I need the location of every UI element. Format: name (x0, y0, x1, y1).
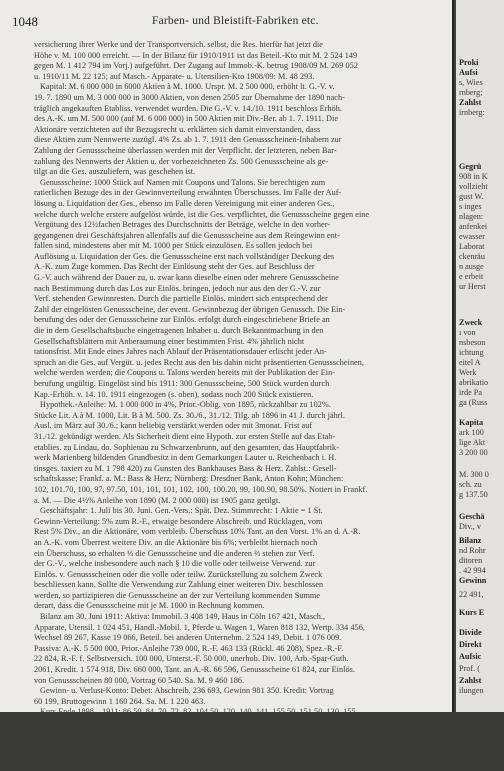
text-line: 19. 7. 1890 um M. 3 000 000 in 3000 Aktien, von denen 2505 zur Übernahme der 1890 nach- (34, 92, 345, 102)
text-line: G.-V. auch während der Dauer zu, u. zwar kann dieselbe einen oder mehrere Genussscheine (34, 273, 339, 283)
text-line: Aktionäre verzichteten auf ihr Bezugsrecht u. erklärten sich damit einverstanden, dass (34, 124, 321, 134)
adjacent-text-fragment: ark 100 (459, 428, 484, 437)
adjacent-text-fragment: 22 491, (459, 590, 484, 599)
text-line: werk Marienberg bildenden Grundbesitz in dem Gemarkungen Lauter u. Reichenbach i. H. (34, 453, 337, 463)
paragraph (34, 612, 442, 686)
adjacent-text-fragment: ı von (459, 328, 476, 337)
adjacent-text-fragment: Laborat (459, 242, 485, 251)
adjacent-text-fragment: Gegrü (459, 162, 482, 171)
adjacent-text-fragment: 908 in K (459, 172, 488, 181)
adjacent-text-fragment: nlagen: (459, 212, 484, 221)
text-line: tinsges. taxiert zu M. 1 798 420) zu Gunsten des Bankhauses Bass & Herz. Zahlst.: Gesell- (34, 463, 337, 473)
adjacent-text-fragment: Gewinn (459, 576, 487, 585)
paragraph (34, 178, 442, 400)
adjacent-text-fragment: ckenräu (459, 252, 485, 261)
adjacent-text-fragment: ga (Russ (459, 398, 488, 407)
adjacent-text-fragment: s, Wies (459, 78, 483, 87)
adjacent-text-fragment: Div., v (459, 522, 481, 531)
text-line: des A.-K. um M. 500 000 (auf M. 6 000 000) in 500 Aktien mit Div.-Ber. ab 1. 7. 1911. Die (34, 114, 339, 124)
text-line: Bilanz am 30. Juni 1911: Aktiva: Immobil. 3 408 149, Haus in Cöln 167 421, Masch., (40, 612, 326, 622)
adjacent-text-fragment: ditoren (459, 556, 483, 565)
page-body (34, 40, 442, 771)
text-line: diese Aktien zum Nennwerte zuzügl. 4% Zs. ab 1. 7. 1911 den Genussscheinen-Inhabern zur (34, 135, 342, 145)
text-line: Ausl. im März auf 30./6.; kann beliebig verstärkt werden oder mit 3monat. Frist auf (34, 421, 313, 431)
text-line: berufung ungültig. Eingelöst sind bis 1911: 300 Genussscheine, 500 Stück wurden durch (34, 379, 330, 388)
paragraph (34, 729, 442, 750)
text-line: tationsfrist. Mit Ende eines Jahres nach Ablauf der Präsentationsdauer erlischt jeder An- (34, 347, 327, 357)
text-line: an A.-K. vom Überrest weitere Div. an die Aktionäre bis 6%; verbleibt hiernach noch (34, 537, 318, 547)
text-line: Apparate, Utensil. 1 024 451, Handl.-Mobil. 1, Pferde u. Wagen 1, Waren 818 132, Wertp. 334 456, (34, 622, 365, 632)
text-line: Gewinn- u. Verlust-Konto: Debet: Abschreib. 236 693, Gewinn 981 350. Kredit: Vortrag (40, 686, 334, 696)
text-line: die in dem Gesellschaftsbuche eingetragenen Inhaber u. durch Bekanntmachung in den (34, 326, 324, 336)
text-line: fallen sind, mindestens aber mit M. 1000 per Stück einzulösen. Es sollen jedoch bei (34, 241, 313, 251)
text-line: Hypothek.-Anleihe: M. 1 000 000 in 4%, Prior.-Oblig. von 1895, rückzahlbar zu 102%. (40, 400, 331, 410)
adjacent-text-fragment: ur Herst (459, 282, 486, 291)
paragraph (34, 750, 442, 771)
adjacent-text-fragment: ilungen (459, 686, 484, 695)
text-line: Einlös. v. Genussscheinen oder die volle oder teilw. Zurückstellung zu solchem Zweck (34, 569, 323, 579)
text-line: Zahl der eingelösten Genussscheine, der event. Gewinnbezug der übrigen Genussch. Die Ein- (34, 304, 346, 314)
text-line: Carl Jul. Leverkus, Cöln; Chem. Alfr. Leverkus, Leverkusen; Arth. Leverkus, Cöln. (34, 760, 312, 770)
text-line: ratierlichen Bezuge des in der Gewinnverteilung erwähnten Überschusses. Im Falle der Auf- (34, 188, 342, 198)
text-line: Kurs Ende 1898—1911: 86.50, 84, 70, 72, 82, 104.50, 120, 140, 141, 155.50, 151.50, 130, 155, (40, 707, 358, 717)
text-line: 2061, Kredit. 1 574 918, Div. 660 000, Tant. an A.-R. 66 596, Genussscheine 61 824, zur Einlös. (34, 665, 355, 675)
adjacent-text-fragment: Proki (459, 58, 479, 67)
adjacent-text-fragment: . 42 994 (459, 566, 486, 575)
adjacent-text-fragment: rnberg; (459, 88, 483, 97)
adjacent-text-fragment: 3 200 00 (459, 448, 488, 457)
paragraph (34, 686, 442, 707)
adjacent-text-fragment: Zahlst (459, 98, 482, 107)
adjacent-text-fragment: ewasser (459, 232, 485, 241)
text-line: etablies. zu Lindau, do. Sophienau zu Schwarzenbrunn, auf den gesamten, das Hauptfabrik- (34, 442, 339, 452)
adjacent-text-fragment: n ausge (459, 262, 484, 271)
text-line: welche durch welche erstere aufgelöst würde, ist die Ges. verpflichtet, die Genussscheine gegen eine (34, 209, 370, 219)
adjacent-text-fragment: gust W. (459, 192, 484, 201)
adjacent-text-fragment: Geschä (459, 512, 485, 521)
adjacent-text-fragment: Aufsi (459, 68, 478, 77)
text-line: Gewinn-Verteilung: 5% zum R.-F., etwaige besondere Abschreib. und Rücklagen, vom (34, 516, 323, 526)
text-line: Genussscheine: 1000 Stück auf Namen mit Coupons und Talons. Sie berechtigen zum (40, 177, 326, 187)
adjacent-text-fragment: eitel A (459, 358, 481, 367)
adjacent-text-fragment: g 137.50 (459, 490, 488, 499)
adjacent-text-fragment: ichtung (459, 348, 484, 357)
paragraph (34, 400, 442, 506)
adjacent-text-fragment: vollzieht (459, 182, 488, 191)
adjacent-text-fragment: nsbeson (459, 338, 486, 347)
text-line: derart, dass die Genussscheine mit je M. 1000 in Rechnung kommen. (34, 601, 265, 611)
paragraph (34, 506, 442, 612)
text-line: Stücke Lit. A à M. 1000, Lit. B à M. 500. Zs. 30./6., 31./12. Tilg. ab 1896 in 41 J. durch jährl. (34, 410, 345, 420)
text-line: versicherung ihrer Werke und der Transportversich. selbst, die Res. hierfür hat jetzt die (34, 40, 323, 49)
adjacent-text-fragment: irnberg: (459, 108, 485, 117)
text-line: von Genussscheinen 80 000, Vortrag 60 540. Sa. M. 9 460 186. (34, 675, 245, 685)
paragraph (34, 82, 442, 177)
text-line: welche werden werden; die Coupons u. Talons werden bereits mit der Publikation der Ein- (34, 368, 336, 378)
text-line: schaftskasse; Frankf. a. M.: Bass & Herz; Nürnberg: Dresdner Bank, Anton Kohn; München: (34, 474, 344, 484)
text-line: lösung u. Liquidation der Ges., ebenso im Falle deren Vereinigung mit einer anderen Ges., (34, 198, 335, 208)
running-title: Farben- und Bleistift-Fabriken etc. (152, 15, 319, 27)
text-line: tilgt an die Ges. auszuliefern, was geschehen ist. (34, 167, 196, 177)
adjacent-text-fragment: Werk (459, 368, 477, 377)
page-header (12, 14, 444, 30)
text-line: Direktion: Kommerz.-Rat Carl Leverkus, Leverkusen; Dr. J. von Hoermann, Hannover; (40, 749, 331, 759)
text-line: Verf. stehenden Gewinnresten. Durch die partielle Einlös. mindert sich entsprechend der (34, 294, 328, 304)
text-line: Passiva: A.-K. 5 500 000, Prior.-Anleihe 739 000, R.-F. 463 133 (Rückl. 46 208), Spez.-R.-F. (34, 643, 344, 653)
text-line: 60 199, Bruttogewinn 1 160 264. Sa. M. 1 220 463. (34, 696, 206, 706)
text-line: werden, so partizipieren die Genussscheine an der zur Verteilung kommenden Summe (34, 590, 321, 600)
text-line: A.-K. zum Zuge kommen. Das Recht der Einlösung steht der Ges. auf Beschluss der (34, 262, 315, 272)
adjacent-text-fragment: sch. zu (459, 480, 482, 489)
adjacent-text-fragment: Aufsic (459, 652, 482, 661)
text-line: a. M. — Die 4½% Anleihe von 1890 (M. 2 000 000) ist 1905 ganz getilgt. (34, 495, 281, 505)
text-line: 10, 10, 12%. Genussscheine 1906 10—1910/11: Zus. M 29 180, 61 824. Coup.-Verj.: 4 J. (F.) (34, 739, 345, 749)
text-line: der G.-V., welche insbesondere auch nach § 10 die volle oder teilweise Verwend. zur (34, 559, 316, 569)
adjacent-text-fragment: Bilanz (459, 536, 482, 545)
adjacent-page-fragment (456, 0, 504, 712)
adjacent-text-fragment: anfenkei (459, 222, 488, 231)
text-line: Wechsel 89 267, Kasse 19 066, Beteil. bei anderen Unternehm. 2 524 149, Debit. 1 076 009. (34, 633, 342, 643)
text-line: 102, 101.70, 100, 97, 97.50, 101, 101, 101, 102, 100, 100.20, 99, 100.90, 98.50%. Notiert in Frankf. (34, 484, 368, 494)
adjacent-text-fragment: Divide (459, 628, 482, 637)
text-line: Kapital: M. 6 000 000 in 6000 Aktien à M. 1000. Urspr. M. 2 500 000, erhöht lt. G.-V. v. (40, 82, 335, 92)
text-line: Rest 5% Div., an die Aktionäre, vom verbleib. Überschuss 10% Tant. an den Vorst. 1% an d. A.-R. (34, 527, 361, 537)
text-line: träglich angekauften Etabliss. verwendet wurden. Die G.-V. v. 14./10. 1911 beschloss Erhöh. (34, 103, 343, 113)
page-number: 1048 (12, 14, 38, 29)
text-line: gegangenen drei Geschäftsjahren allenfalls auf die Genussscheine aus dem Reingewinn ent- (34, 230, 340, 240)
paragraph (34, 40, 442, 82)
text-line: zahlung des Nennwerts der Aktien u. der vorbezeichneten Zs. 500 Genussscheine als ge- (34, 156, 329, 166)
adjacent-text-fragment: lige Akt (459, 438, 486, 447)
text-line: beschliessen kann. Sollte die Verwendung zur Zahlung einer weiteren Div. beschlossen (34, 580, 324, 590)
text-line: berufung des oder der Genussscheine zur Einlös. erfolgt durch eingeschriebene Briefe an (34, 315, 330, 325)
adjacent-text-fragment: M. 300 0 (459, 470, 489, 479)
paragraph (34, 707, 442, 728)
text-line: Vergütung des 12½fachen Betrages des Durchschnitts der Beträge, welche in den vorher- (34, 220, 331, 230)
adjacent-text-fragment: s inges (459, 202, 482, 211)
adjacent-text-fragment: nd Rohr (459, 546, 486, 555)
text-line: 31./12. gekündigt werden. Als Sicherheit dient eine Hypoth. zur ersten Stelle auf das Etab- (34, 431, 336, 441)
adjacent-text-fragment: Prof. ( (459, 664, 480, 673)
text-line: ein Überschuss, so erhalten ⅓ die Genussscheine und die anderen ⅔ stehen zur Verf. (34, 548, 315, 558)
adjacent-text-fragment: Kurs E (459, 608, 485, 617)
text-line: Gesellschaftsblättern mit Anberaumung einer bestimmten Frist. 4% jährlich nicht (34, 336, 305, 346)
text-line: u. 1910/11 M. 22 125; auf Masch.- Apparate- u. Utensilien-Kto 1908/09: M. 48 293. (34, 71, 315, 81)
text-line: Kap.-Erhöh. v. 14. 10. 1911 eingezogen (s. oben), sodass noch 200 Stück existieren. (34, 389, 314, 399)
adjacent-text-fragment: abrikatio (459, 378, 489, 387)
text-line: Auflösung u. Liquidation der Ges. die Genussscheine erst nach vollständiger Deckung des (34, 251, 335, 261)
adjacent-text-fragment: Direkt (459, 640, 482, 649)
text-line: Höhe v. M. 100 000 erreicht. — In der Bilanz für 1910/1911 ist das Beteil.-Kto mit M. 2 524 149 (34, 50, 358, 60)
text-line: 22 824, R.-F. f. Selbstversich. 100 000, Unterst.-F. 50 000, unerhob. Div. 100, Arb.-Spar-Guth. (34, 654, 349, 664)
adjacent-text-fragment: irde Pa (459, 388, 482, 397)
text-line: nach Bestimmung durch das Los zur Einlös. bringen, jedoch nur aus den der G.-V. zur (34, 283, 321, 293)
adjacent-text-fragment: Kapita (459, 418, 484, 427)
text-line: gegen M. 1 412 794 im Vorj.) aufgeführt. Der Zugang auf Immob.-K. betrug 1908/09 M. 269 052 (34, 61, 358, 71)
text-line: spruch an die Ges. auf Vergüt. u. jedes Recht aus den bis dahin nicht präsentierten Genussscheinen, (34, 357, 365, 367)
adjacent-text-fragment: e erbeit (459, 272, 484, 281)
text-line: 173, 228.75%. Eingef. im Jan. 1898. Notiert in Frankf. a. M. (34, 718, 236, 727)
adjacent-text-fragment: Zahlst (459, 676, 482, 685)
text-line: Zahlung der Genussscheine überlassen werden mit der Verpflicht. der letzteren, neben Bar- (34, 145, 337, 155)
text-line: Geschäftsjahr: 1. Juli bis 30. Juni. Gen.-Vers.: Spät. Dez. Stimmrecht: 1 Aktie = 1 St. (40, 506, 323, 516)
adjacent-text-fragment: Zweck (459, 318, 483, 327)
text-line: Dividenden: Aktien 1890/91—1910/11: 6, 0, 0, 2, 4, 5, 5, 5, 5, 5, 5, 5, 5, 6, 7, 8, 10, 10, (40, 728, 331, 738)
